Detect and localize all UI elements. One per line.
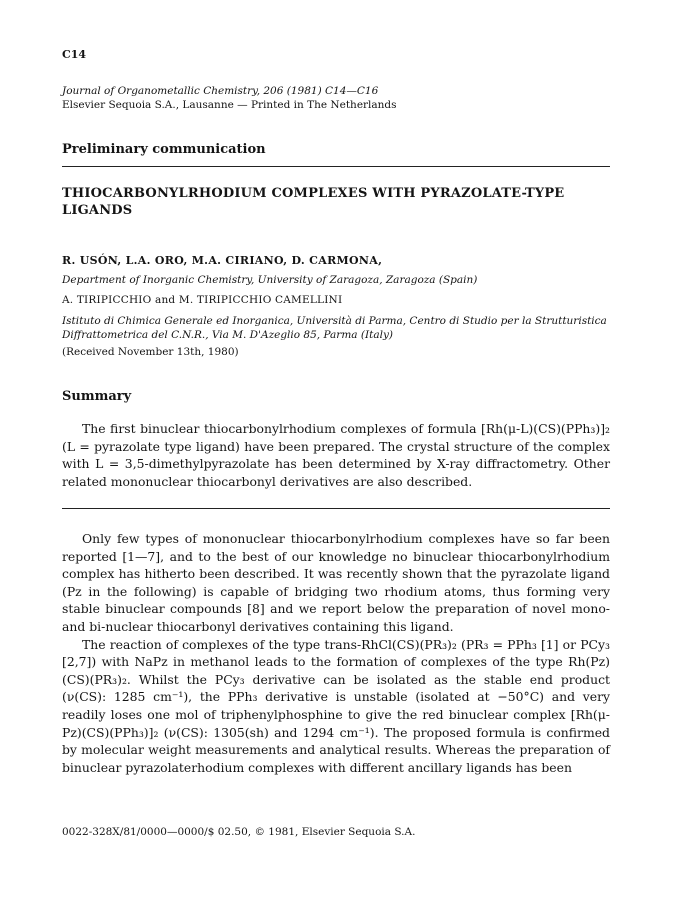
authors-group-2: A. TIRIPICCHIO and M. TIRIPICCHIO CAMELLINI <box>62 294 343 306</box>
authors-group-1: R. USÓN, L.A. ORO, M.A. CIRIANO, D. CARMONA, <box>62 254 383 267</box>
body-paragraph-2: The reaction of complexes of the type trans-RhCl(CS)(PR₃)₂ (PR₃ = PPh₃ [1] or PCy₃ [2,7]) with NaPz in methanol leads to the formation of complexes of the type Rh(Pz)(CS)(PR₃)₂. Whilst the PCy₃ derivative can be isolated as the stable end product (ν(CS): 1285 cm⁻¹), the PPh₃ derivative is unstable (isolated at −50°C) and very readily loses one mol of triphenylphosphine to give the red binuclear complex [Rh(μ-Pz)(CS)(PPh₃)]₂ (ν(CS): 1305(sh) and 1294 cm⁻¹). The proposed formula is confirmed by molecular weight measurements and analytical results. Whereas the preparation of binuclear pyrazolaterhodium complexes with different ancillary ligands has been <box>62 636 610 775</box>
publisher-line: Elsevier Sequoia S.A., Lausanne — Printed in The Netherlands <box>62 99 397 111</box>
affiliation-1: Department of Inorganic Chemistry, University of Zaragoza, Zaragoza (Spain) <box>62 274 478 286</box>
section-rule <box>62 166 610 167</box>
received-date: (Received November 13th, 1980) <box>62 346 239 358</box>
summary-block <box>62 420 610 490</box>
affiliation-2: Istituto di Chimica Generale ed Inorganica, Università di Parma, Centro di Studio per la Strutturistica Diffrattometrica del C.N.R., Via M. D'Azeglio 85, Parma (Italy) <box>62 315 607 341</box>
copyright-footer: 0022-328X/81/0000—0000/$ 02.50, © 1981, Elsevier Sequoia S.A. <box>62 826 416 838</box>
summary-heading: Summary <box>62 389 132 404</box>
section-label: Preliminary communication <box>62 142 266 157</box>
journal-citation <box>62 84 397 112</box>
article-title: THIOCARBONYLRHODIUM COMPLEXES WITH PYRAZOLATE-TYPE LIGANDS <box>62 186 565 218</box>
page-number: C14 <box>62 48 87 61</box>
summary-text: The first binuclear thiocarbonylrhodium complexes of formula [Rh(μ-L)(CS)(PPh₃)]₂ (L = pyrazolate type ligand) have been prepared. The crystal structure of the complex with L = 3,5-dimethylpyrazolate has been determined by X-ray diffractometry. Other related mononuclear thiocarbonyl derivatives are also described. <box>62 421 610 489</box>
body-text <box>62 530 610 776</box>
body-paragraph-1: Only few types of mononuclear thiocarbonylrhodium complexes have so far been reported [1—7], and to the best of our knowledge no binuclear thiocarbonylrhodium complex has hitherto been described. It was recently shown that the pyrazolate ligand (Pz in the following) is capable of bridging two rhodium atoms, thus forming very stable binuclear compounds [8] and we report below the preparation of novel mono- and bi-nuclear thiocarbonyl derivatives containing this ligand. <box>62 531 610 634</box>
journal-line: Journal of Organometallic Chemistry, 206 (1981) C14—C16 <box>62 85 379 97</box>
summary-rule <box>62 508 610 509</box>
